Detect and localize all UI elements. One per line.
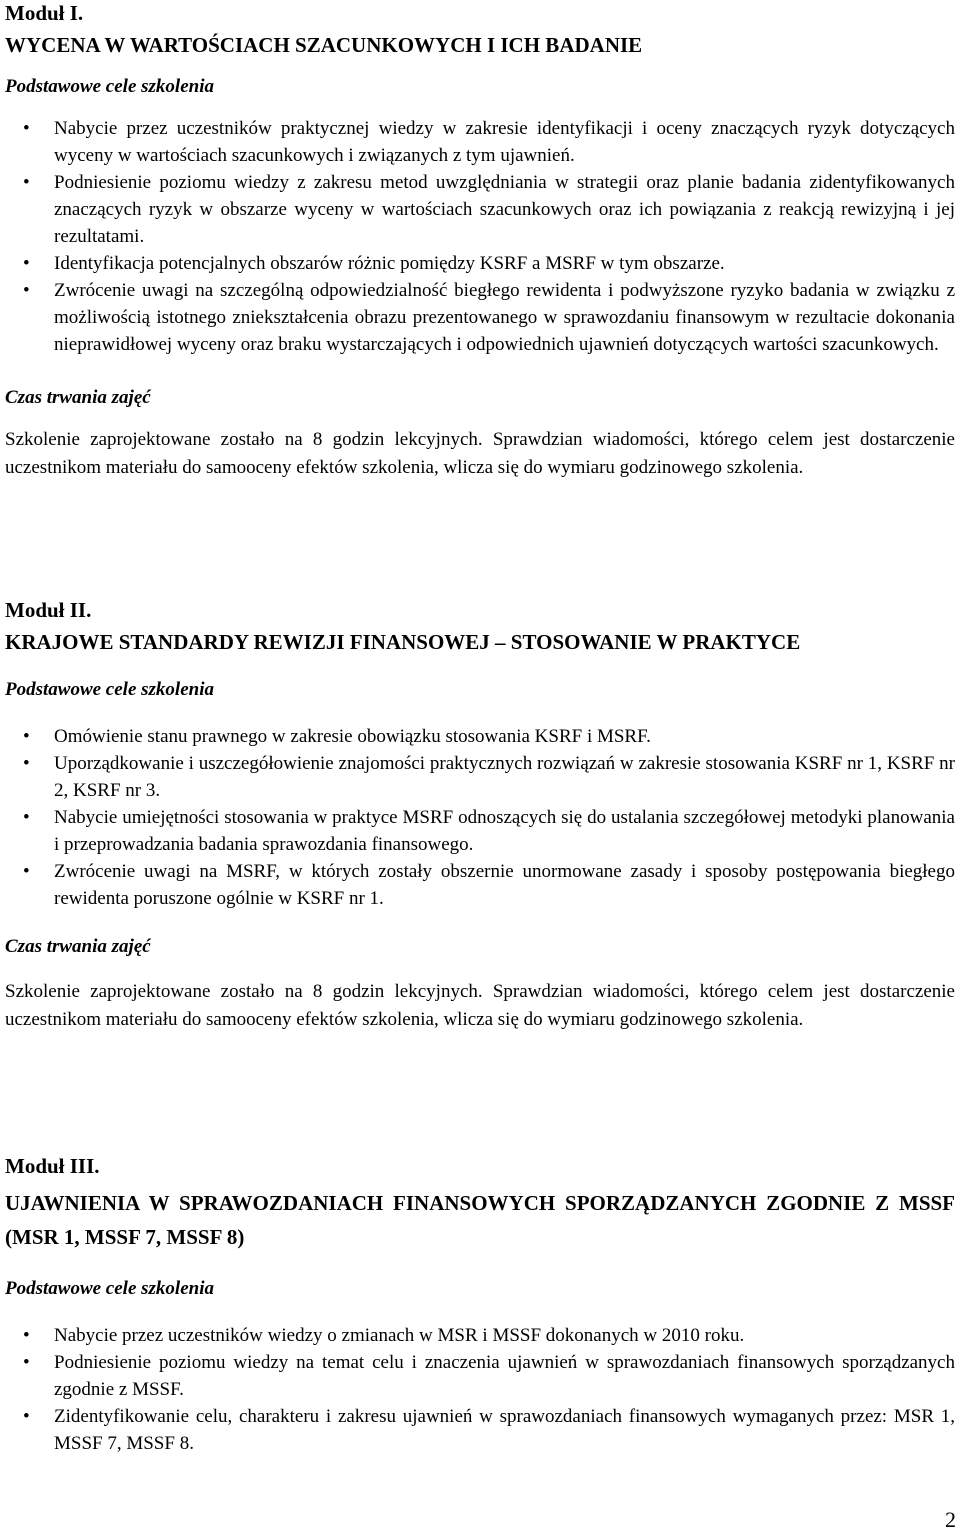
goals-heading: Podstawowe cele szkolenia bbox=[5, 679, 214, 700]
module-title: WYCENA W WARTOŚCIACH SZACUNKOWYCH I ICH BADANIE bbox=[5, 33, 643, 57]
module-label: Moduł II. bbox=[5, 598, 92, 622]
goals-list bbox=[5, 115, 955, 358]
goals-heading: Podstawowe cele szkolenia bbox=[5, 76, 214, 97]
list-item: • Nabycie przez uczestników wiedzy o zmianach w MSR i MSSF dokonanych w 2010 roku. bbox=[5, 1322, 955, 1349]
list-item: • Zwrócenie uwagi na MSRF, w których zostały obszernie unormowane zasady i sposoby postępowania biegłego rewidenta poruszone ogólnie w KSRF nr 1. bbox=[5, 858, 955, 912]
module-label: Moduł I. bbox=[5, 1, 84, 25]
list-item: • Podniesienie poziomu wiedzy z zakresu metod uwzględniania w strategii oraz planie badania zidentyfikowanych znaczących ryzyk w obszarze wyceny w wartościach szacunkowych oraz ich powiązania z reakcją rewizyjną i jej rezultatami. bbox=[5, 169, 955, 250]
list-item: • Omówienie stanu prawnego w zakresie obowiązku stosowania KSRF i MSRF. bbox=[5, 723, 955, 750]
module-1 bbox=[5, 0, 955, 482]
module-title: KRAJOWE STANDARDY REWIZJI FINANSOWEJ – STOSOWANIE W PRAKTYCE bbox=[5, 630, 801, 654]
list-item: • Nabycie umiejętności stosowania w praktyce MSRF odnoszących się do ustalania szczegółowej metodyki planowania i przeprowadzania badania sprawozdania finansowego. bbox=[5, 804, 955, 858]
goals-list bbox=[5, 1322, 955, 1457]
module-label: Moduł III. bbox=[5, 1154, 100, 1178]
module-title: UJAWNIENIA W SPRAWOZDANIACH FINANSOWYCH SPORZĄDZANYCH ZGODNIE Z MSSF (MSR 1, MSSF 7, MSSF 8) bbox=[5, 1191, 955, 1249]
list-item: • Zidentyfikowanie celu, charakteru i zakresu ujawnień w sprawozdaniach finansowych wymaganych przez: MSR 1, MSSF 7, MSSF 8. bbox=[5, 1403, 955, 1457]
module-3 bbox=[5, 1153, 955, 1457]
list-item: • Uporządkowanie i uszczegółowienie znajomości praktycznych rozwiązań w zakresie stosowania KSRF nr 1, KSRF nr 2, KSRF nr 3. bbox=[5, 750, 955, 804]
duration-heading: Czas trwania zajęć bbox=[5, 387, 151, 408]
module-2 bbox=[5, 597, 955, 1034]
list-item: • Podniesienie poziomu wiedzy na temat celu i znaczenia ujawnień w sprawozdaniach finansowych sporządzanych zgodnie z MSSF. bbox=[5, 1349, 955, 1403]
duration-text: Szkolenie zaprojektowane zostało na 8 godzin lekcyjnych. Sprawdzian wiadomości, którego celem jest dostarczenie uczestnikom materiału do samooceny efektów szkolenia, wlicza się do wymiaru godzinowego szkolenia. bbox=[5, 429, 955, 478]
goals-heading: Podstawowe cele szkolenia bbox=[5, 1278, 214, 1299]
duration-heading: Czas trwania zajęć bbox=[5, 936, 151, 957]
list-item: • Identyfikacja potencjalnych obszarów różnic pomiędzy KSRF a MSRF w tym obszarze. bbox=[5, 250, 955, 277]
list-item: • Nabycie przez uczestników praktycznej wiedzy w zakresie identyfikacji i oceny znaczących ryzyk dotyczących wyceny w wartościach szacunkowych i związanych z tym ujawnień. bbox=[5, 115, 955, 169]
duration-text: Szkolenie zaprojektowane zostało na 8 godzin lekcyjnych. Sprawdzian wiadomości, którego celem jest dostarczenie uczestnikom materiału do samooceny efektów szkolenia, wlicza się do wymiaru godzinowego szkolenia. bbox=[5, 981, 955, 1030]
page-number: 2 bbox=[945, 1507, 956, 1532]
list-item: • Zwrócenie uwagi na szczególną odpowiedzialność biegłego rewidenta i podwyższone ryzyko badania w związku z możliwością istotnego zniekształcenia obrazu prezentowanego w sprawozdaniu finansowym w rezultacie dokonania nieprawidłowej wyceny oraz braku wystarczających i odpowiednich ujawnień dotyczących wartości szacunkowych. bbox=[5, 277, 955, 358]
goals-list bbox=[5, 723, 955, 912]
